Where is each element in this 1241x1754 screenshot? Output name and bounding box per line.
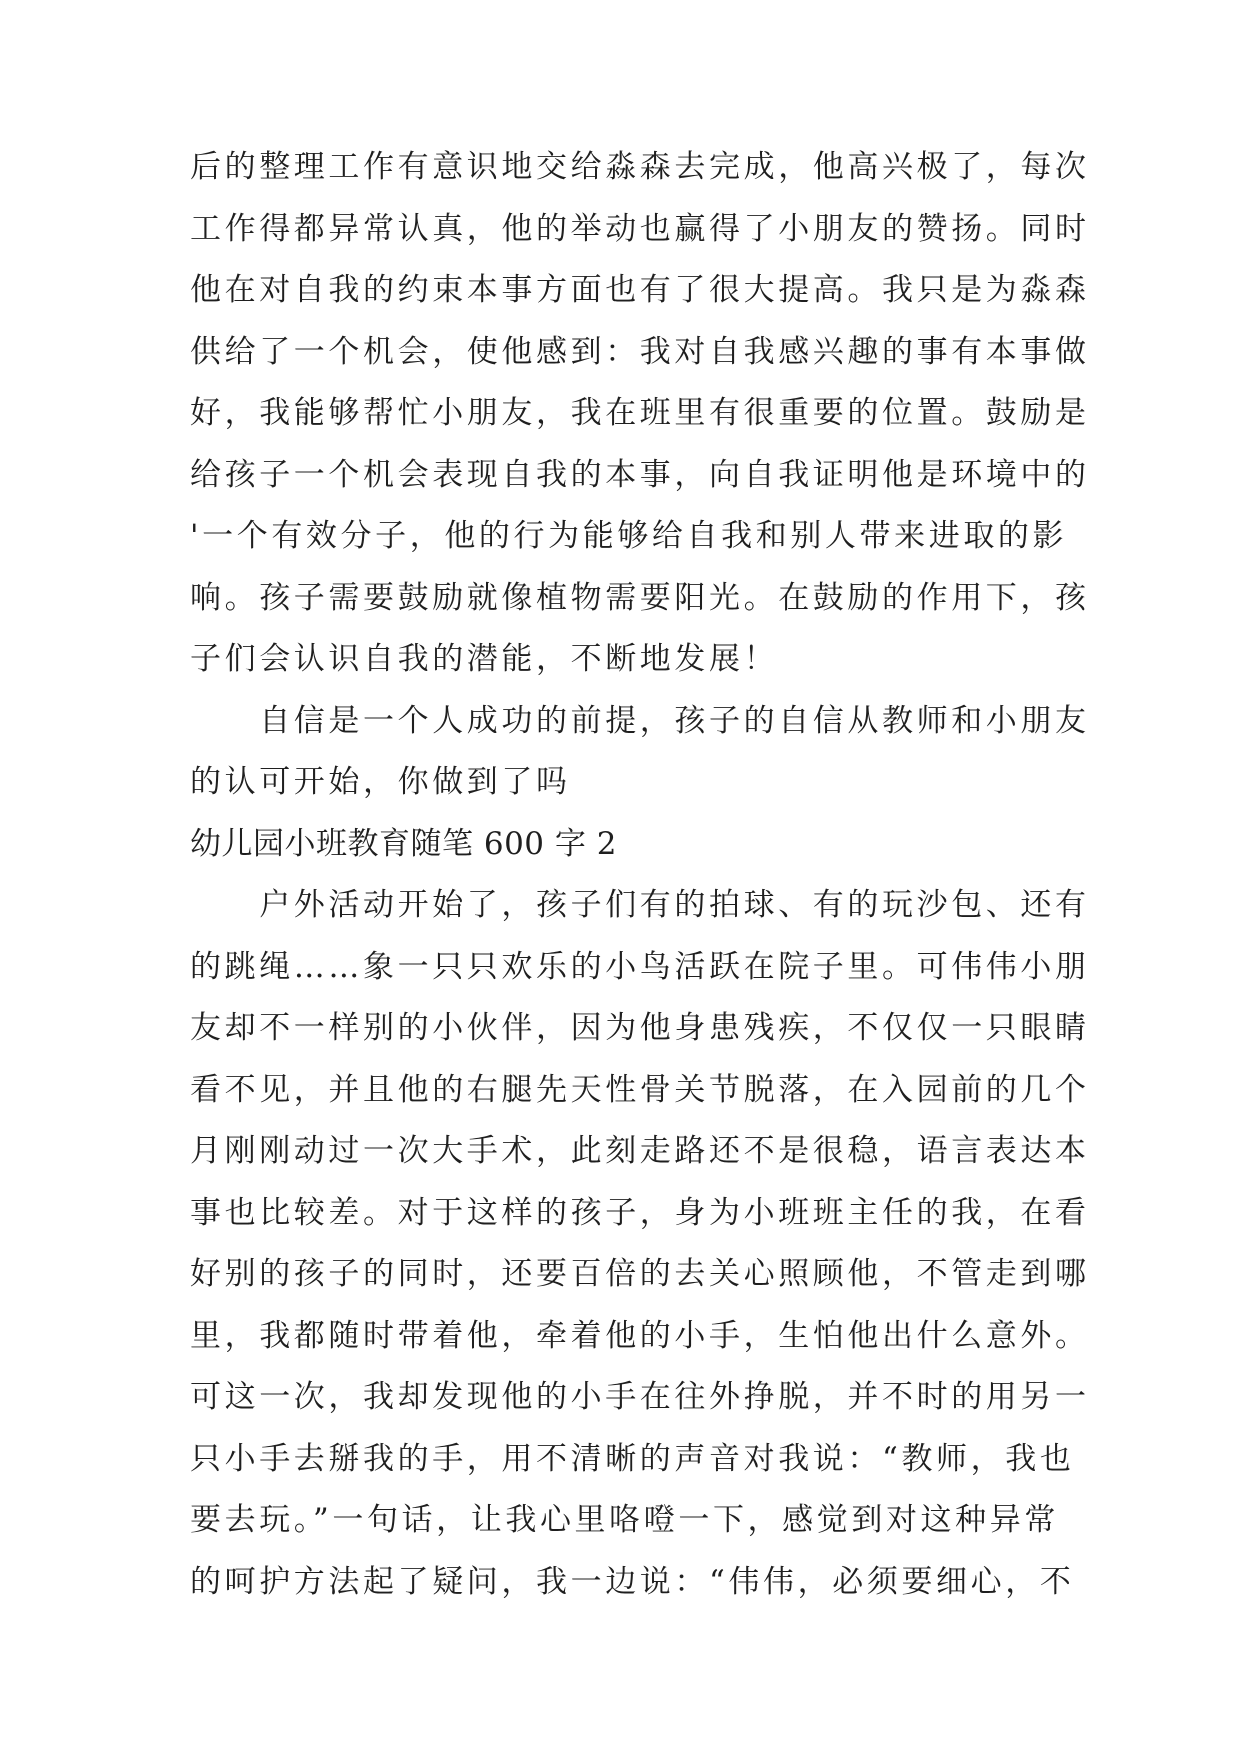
text-line: 友却不一样别的小伙伴，因为他身患残疾，不仅仅一只眼睛 <box>190 1010 1090 1046</box>
text-line: 的跳绳……象一只只欢乐的小鸟活跃在院子里。可伟伟小朋 <box>190 948 1090 985</box>
text-line: 供给了一个机会，使他感到：我对自我感兴趣的事有本事做 <box>190 333 1090 370</box>
text-line: 的认可开始，你做到了吗 <box>190 764 571 800</box>
text-line: 里，我都随时带着他，牵着他的小手，生怕他出什么意外。 <box>190 1317 1090 1354</box>
text-line: 可这一次，我却发现他的小手在往外挣脱，并不时的用另一 <box>190 1379 1090 1415</box>
text-line: 看不见，并且他的右腿先天性骨关节脱落，在入园前的几个 <box>190 1071 1090 1108</box>
text-line: 他在对自我的约束本事方面也有了很大提高。我只是为淼森 <box>190 272 1090 308</box>
document-body <box>190 137 1090 1613</box>
text-line: 给孩子一个机会表现自我的本事，向自我证明他是环境中的 <box>190 456 1090 493</box>
text-line: 的呵护方法起了疑问，我一边说：“伟伟，必须要细心，不 <box>190 1563 1075 1600</box>
text-line: 子们会认识自我的潜能，不断地发展！ <box>190 641 779 677</box>
text-line: 只小手去掰我的手，用不清晰的声音对我说：“教师，我也 <box>190 1440 1075 1477</box>
section-heading: 幼儿园小班教育随笔 600 字 2 <box>190 825 617 862</box>
text-line: 后的整理工作有意识地交给淼森去完成，他高兴极了，每次 <box>190 149 1090 185</box>
text-line: 户外活动开始了，孩子们有的拍球、有的玩沙包、还有 <box>190 887 1090 923</box>
text-line: 自信是一个人成功的前提，孩子的自信从教师和小朋友 <box>190 702 1090 739</box>
text-line: 工作得都异常认真，他的举动也赢得了小朋友的赞扬。同时 <box>190 210 1090 247</box>
text-line: 月刚刚动过一次大手术，此刻走路还不是很稳，语言表达本 <box>190 1133 1090 1169</box>
text-line: 好别的孩子的同时，还要百倍的去关心照顾他，不管走到哪 <box>190 1256 1090 1292</box>
text-line: 事也比较差。对于这样的孩子，身为小班班主任的我，在看 <box>190 1194 1090 1231</box>
text-line: 响。孩子需要鼓励就像植物需要阳光。在鼓励的作用下，孩 <box>190 579 1090 616</box>
text-line: 要去玩。”一句话，让我心里咯噔一下，感觉到对这种异常 <box>190 1502 1059 1538</box>
text-line: 好，我能够帮忙小朋友，我在班里有很重要的位置。鼓励是 <box>190 395 1090 431</box>
text-line: '一个有效分子，他的行为能够给自我和别人带来进取的影 <box>190 518 1068 554</box>
